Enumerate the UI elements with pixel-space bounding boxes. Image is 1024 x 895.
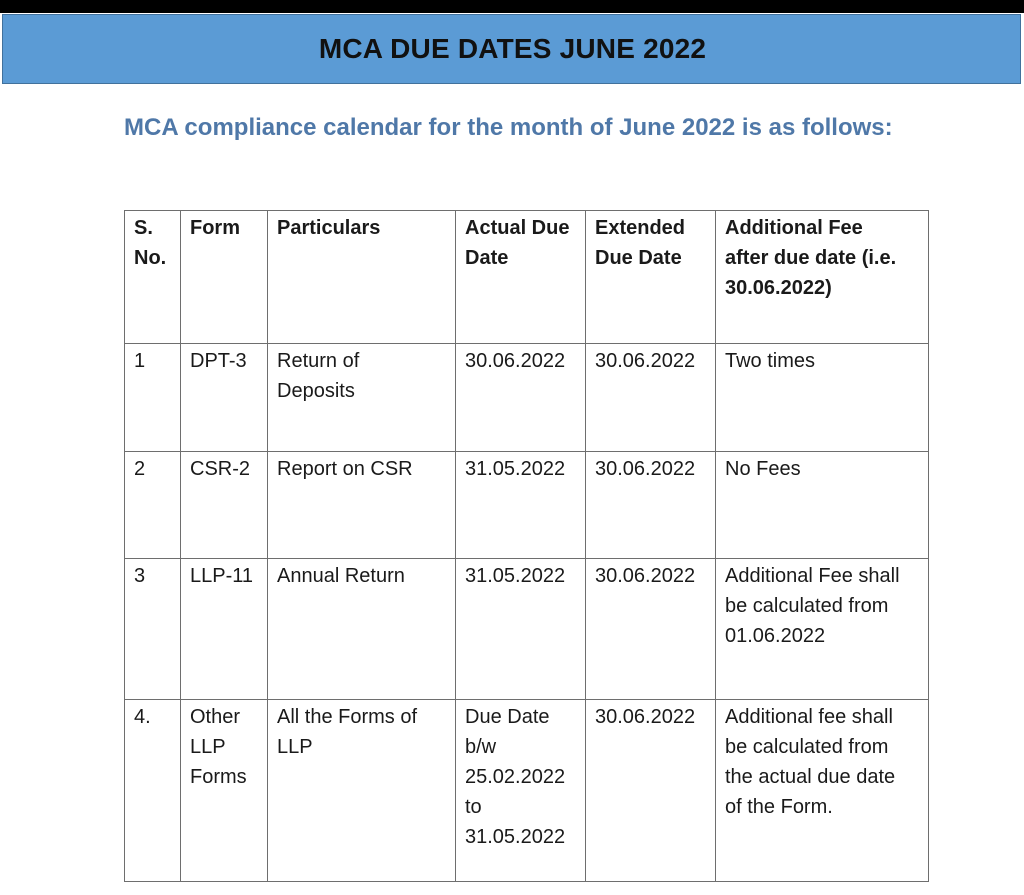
column-header-extended-due-date: Extended Due Date [586,211,716,344]
cell-form: CSR-2 [181,452,268,559]
cell-extended-due-date: 30.06.2022 [586,452,716,559]
table-header-row [125,211,929,344]
cell-particulars: Report on CSR [268,452,456,559]
intro-text: MCA compliance calendar for the month of June 2022 is as follows: [124,114,893,141]
cell-additional-fee: Additional Fee shall be calculated from 01.06.2022 [716,559,929,700]
cell-additional-fee: Additional fee shall be calculated from the actual due date of the Form. [716,700,929,882]
cell-additional-fee: Two times [716,344,929,452]
cell-actual-due-date: 30.06.2022 [456,344,586,452]
cell-additional-fee: No Fees [716,452,929,559]
cell-sno: 3 [125,559,181,700]
cell-particulars: Annual Return [268,559,456,700]
column-header-sno: S. No. [125,211,181,344]
cell-extended-due-date: 30.06.2022 [586,700,716,882]
table-row [125,559,929,700]
table-row [125,344,929,452]
cell-particulars: Return of Deposits [268,344,456,452]
cell-actual-due-date: 31.05.2022 [456,452,586,559]
cell-actual-due-date: 31.05.2022 [456,559,586,700]
cell-extended-due-date: 30.06.2022 [586,344,716,452]
column-header-particulars: Particulars [268,211,456,344]
cell-extended-due-date: 30.06.2022 [586,559,716,700]
cell-sno: 4. [125,700,181,882]
cell-form: DPT-3 [181,344,268,452]
column-header-form: Form [181,211,268,344]
title-banner [2,14,1021,84]
due-dates-table [124,210,929,882]
cell-form: LLP-11 [181,559,268,700]
cell-form: Other LLP Forms [181,700,268,882]
cell-sno: 1 [125,344,181,452]
cell-sno: 2 [125,452,181,559]
column-header-actual-due-date: Actual Due Date [456,211,586,344]
top-black-strip [0,0,1024,13]
cell-actual-due-date: Due Date b/w 25.02.2022 to 31.05.2022 [456,700,586,882]
table-row [125,452,929,559]
cell-particulars: All the Forms of LLP [268,700,456,882]
column-header-additional-fee: Additional Fee after due date (i.e. 30.06.2022) [716,211,929,344]
page-title: MCA DUE DATES JUNE 2022 [318,33,707,64]
table-row [125,700,929,882]
